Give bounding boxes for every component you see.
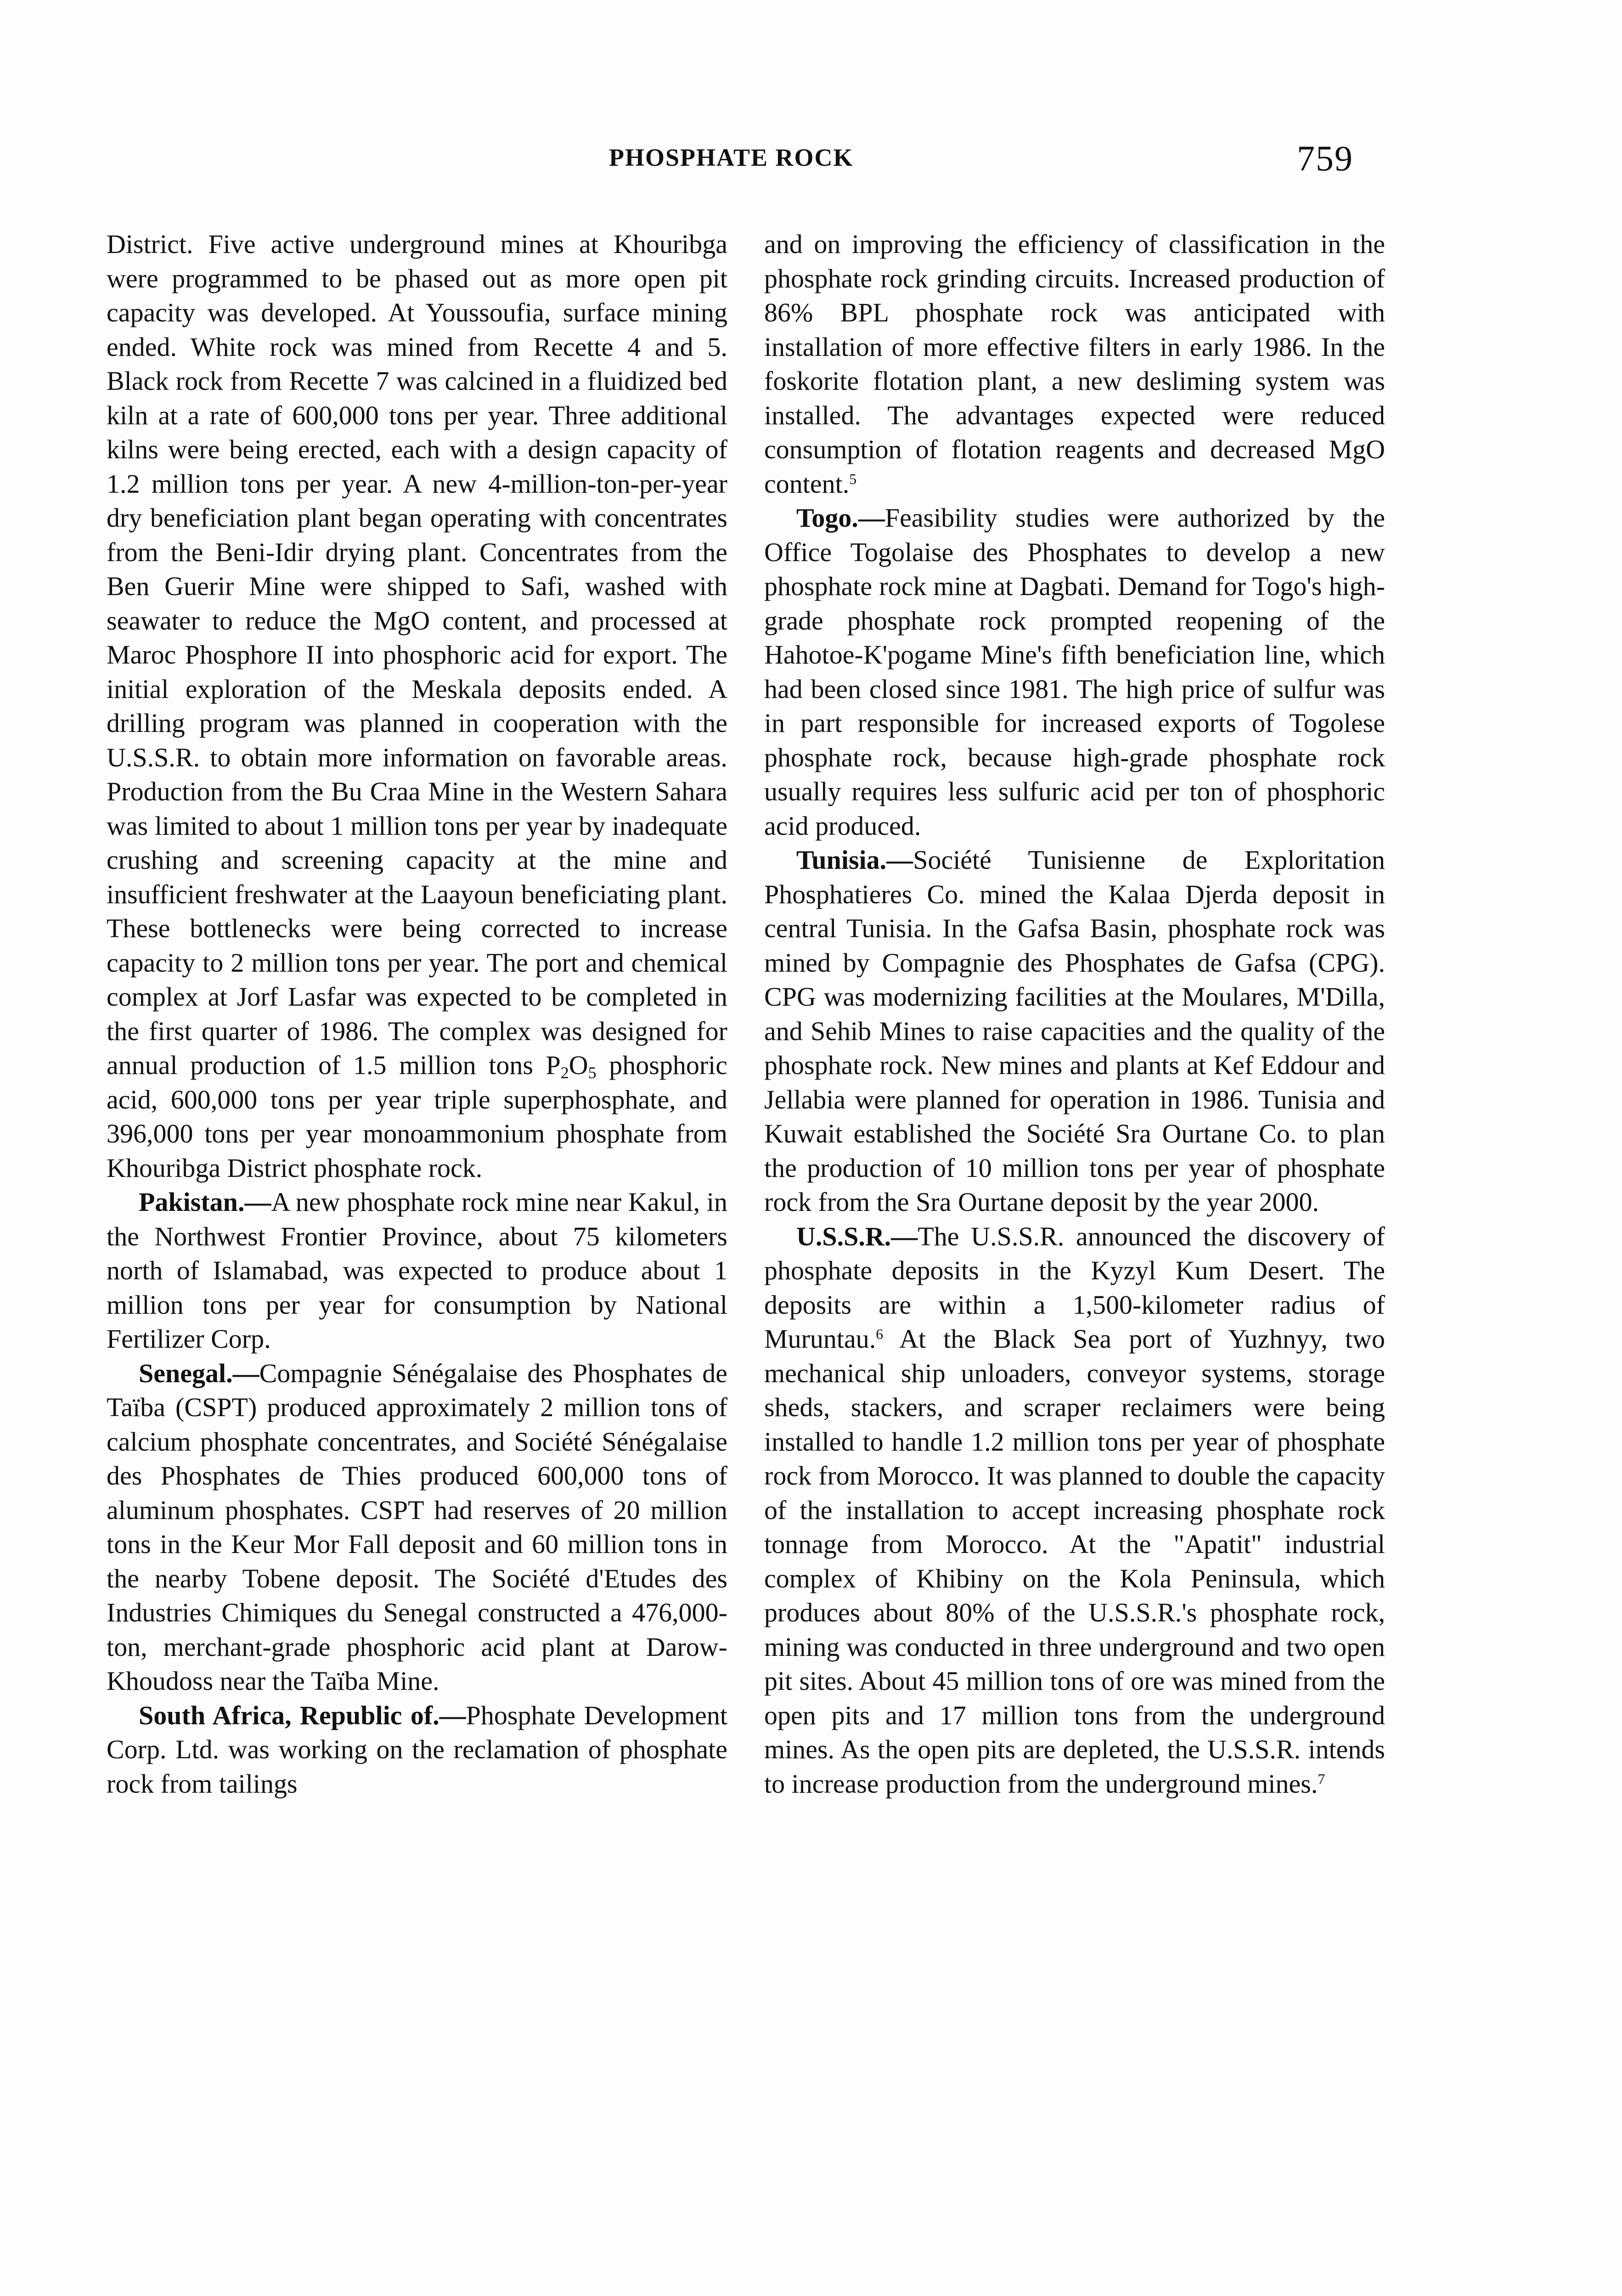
heading-pakistan: Pakistan.—	[139, 1187, 271, 1217]
pakistan-text: A new phosphate rock mine near Kakul, in the Northwest Frontier Province, about 75 kilometers north of Islamabad, was expected to produce about 1 million tons per year for consumption by National Fertilizer Corp.	[107, 1187, 727, 1354]
ussr-text-1: The U.S.S.R. announced the discovery of phosphate deposits in the Kyzyl Kum Desert. The deposits are within a 1,500-kilometer radius of Muruntau.	[764, 1221, 1385, 1354]
paragraph-ussr	[764, 1220, 1385, 1801]
senegal-text: Compagnie Sénégalaise des Phosphates de Taïba (CSPT) produced approximately 2 million tons of calcium phosphate concentrates, and Société Sénégalaise des Phosphates de Thies produced 600,000 tons of aluminum phosphates. CSPT had reserves of 20 million tons in the Keur Mor Fall deposit and 60 million tons in the nearby Tobene deposit. The Société d'Etudes des Industries Chimiques du Senegal constructed a 476,000-ton, merchant-grade phosphoric acid plant at Darow-Khoudoss near the Taïba Mine.	[107, 1358, 727, 1696]
left-column	[107, 227, 727, 1801]
south-africa-text: Phosphate Development Corp. Ltd. was working on the reclamation of phosphate rock from tailings	[107, 1700, 727, 1799]
paragraph-pakistan	[107, 1185, 727, 1356]
morocco-text: District. Five active underground mines at Khouribga were programmed to be phased out as more open pit capacity was developed. At Youssoufia, surface mining ended. White rock was mined from Recette 4 and 5. Black rock from Recette 7 was calcined in a fluidized bed kiln at a rate of 600,000 tons per year. Three additional kilns were being erected, each with a design capacity of 1.2 million tons per year. A new 4-million-ton-per-year dry beneficiation plant began operating with concentrates from the Beni-Idir drying plant. Concentrates from the Ben Guerir Mine were shipped to Safi, washed with seawater to reduce the MgO content, and processed at Maroc Phosphore II into phosphoric acid for export. The initial exploration of the Meskala deposits ended. A drilling program was planned in cooperation with the U.S.S.R. to obtain more information on favorable areas. Production from the Bu Craa Mine in the Western Sahara was limited to about 1 million tons per year by inadequate crushing and screening capacity at the mine and insufficient freshwater at the Laayoun beneficiating plant. These bottlenecks were being corrected to increase capacity to 2 million tons per year. The port and chemical complex at Jorf Lasfar was expected to be completed in the first quarter of 1986. The complex was designed for annual production of 1.5 million tons P	[107, 229, 727, 1080]
paragraph-senegal	[107, 1356, 727, 1699]
togo-text: Feasibility studies were authorized by the Office Togolaise des Phosphates to develop a new phosphate rock mine at Dagbati. Demand for Togo's high-grade phosphate rock prompted reopening of the Hahotoe-K'pogame Mine's fifth beneficiation line, which had been closed since 1981. The high price of sulfur was in part responsible for increased exports of Togolese phosphate rock, because high-grade phosphate rock usually requires less sulfuric acid per ton of phosphoric acid produced.	[764, 503, 1385, 841]
tunisia-text: Société Tunisienne de Exploritation Phosphatieres Co. mined the Kalaa Djerda deposit in central Tunisia. In the Gafsa Basin, phosphate rock was mined by Compagnie des Phosphates de Gafsa (CPG). CPG was modernizing facilities at the Moulares, M'Dilla, and Sehib Mines to raise capacities and the quality of the phosphate rock. New mines and plants at Kef Eddour and Jellabia were planned for operation in 1986. Tunisia and Kuwait established the Société Sra Ourtane Co. to plan the production of 10 million tons per year of phosphate rock from the Sra Ourtane deposit by the year 2000.	[764, 845, 1385, 1217]
footnote-ref-6: 6	[876, 1326, 884, 1342]
south-africa-continued-text: and on improving the efficiency of classification in the phosphate rock grinding circuits. Increased production of 86% BPL phosphate rock was anticipated with installation of more effective filters in early 1986. In the foskorite flotation plant, a new desliming system was installed. The advantages expected were reduced consumption of flotation reagents and decreased MgO content.	[764, 229, 1385, 499]
paragraph-south-africa	[107, 1699, 727, 1801]
footnote-ref-7: 7	[1318, 1771, 1325, 1787]
heading-ussr: U.S.S.R.—	[796, 1221, 918, 1251]
heading-tunisia: Tunisia.—	[796, 845, 913, 875]
paragraph-morocco-continued	[107, 227, 727, 1185]
heading-south-africa: South Africa, Republic of.—	[139, 1700, 466, 1730]
paragraph-south-africa-continued	[764, 227, 1385, 501]
ussr-text-2: At the Black Sea port of Yuzhnyy, two mechanical ship unloaders, conveyor systems, storage sheds, stackers, and scraper reclaimers were being installed to handle 1.2 million tons per year of phosphate rock from Morocco. It was planned to double the capacity of the installation to accept increasing phosphate rock tonnage from Morocco. At the "Apatit" industrial complex of Khibiny on the Kola Peninsula, which produces about 80% of the U.S.S.R.'s phosphate rock, mining was conducted in three underground and two open pit sites. About 45 million tons of ore was mined from the open pits and 17 million tons from the underground mines. As the open pits are depleted, the U.S.S.R. intends to increase production from the underground mines.	[764, 1324, 1385, 1799]
p2o5-o-subscript: 5	[588, 1063, 597, 1082]
p2o5-o: O	[569, 1050, 588, 1080]
page-number: 759	[1297, 138, 1353, 178]
morocco-text-end: phosphoric acid, 600,000 tons per year triple superphosphate, and 396,000 tons per year monoammonium phosphate from Khouribga District phosphate rock.	[107, 1050, 727, 1183]
heading-togo: Togo.—	[796, 503, 885, 533]
paragraph-togo	[764, 501, 1385, 843]
footnote-ref-5: 5	[849, 471, 857, 487]
heading-senegal: Senegal.—	[139, 1358, 259, 1388]
running-title: PHOSPHATE ROCK	[609, 144, 854, 171]
right-column	[764, 227, 1385, 1801]
paragraph-tunisia	[764, 843, 1385, 1220]
p2o5-p-subscript: 2	[560, 1063, 569, 1082]
